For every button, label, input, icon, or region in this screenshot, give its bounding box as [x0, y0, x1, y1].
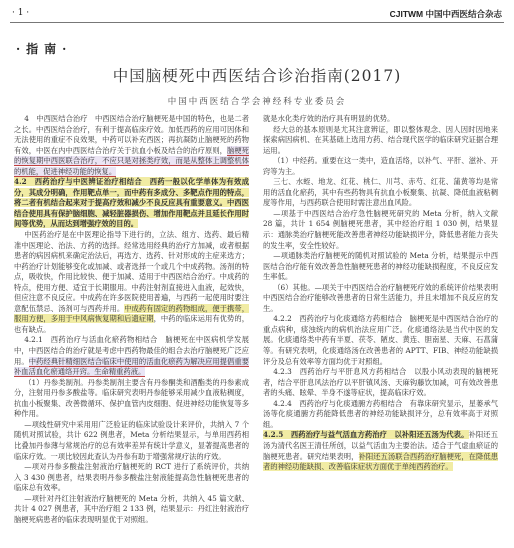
paragraph: 就是水化类疗效的治疗具有明显的优势。: [263, 114, 395, 123]
paragraph: 4 中西医结合治疗 中西医结合治疗脑梗死是中国的特色，也是二者之长。中西医结合治疗，有利于提高临床疗效。加低西药的应用可因体和无法使用的重症不良效果，中药可以补充西医；再抗凝防止脑梗死的药物有效，中医在内中西医结合治疗关于抗血小板及结合的治疗原则，脑梗死的恢复期中西医联合治疗，不应只是对拯类疗效，而是从整体上调整机体的机能，促进神经功能的恢复。: [14, 114, 250, 176]
section-label: ·指南·: [16, 42, 73, 56]
highlight: 中成药有固定的药物组成，便于携带，服用方便，多用于中风病恢复期和后遗症期: [14, 303, 250, 324]
paragraph: —项通脉类治疗脑梗死的随机对照试验的 Meta 分析，结果提示中西医结合治疗能有效改善急性脑梗死患者的神经功能缺损程度，不良反应发生率低。: [263, 251, 498, 282]
paragraph: （1）丹参类制剂。丹参类制剂主要含有丹参酮类和酒酯类的丹参素成分，注射用丹参多酸盐等。临床研究表明丹参能够采用减少血液粘稠度，抗血小板聚集、改善微循环、保护血管内皮细胞、促进神经功能恢复等多种作用。: [14, 377, 249, 419]
paragraph: 4.2.1 西药治疗与活血化瘀药物相结合 脑梗死在中医病机学发展中，中西医结合的治疗就是考虑中西药物最佳的组合去治疗脑梗死广泛应用。中药经典针精细医结合临床中使用的活血化瘀药为解决应用提倡重要补血活血化瘀通络开窍。生命精重药液。: [14, 335, 250, 377]
right-column: [263, 114, 498, 473]
paragraph: 中医药治疗是在中医理论指导下进行的，立法、组方、选药、最后精准中医理论、治法、方药的选择。经常选用经典的治疗方加减，或者根据患者的病因病机来确定治法后，再选方、选药、针对形成的主症来选方；中药治疗计划能够变化或加减、或者选择一个或几个中成药物。汤剂的特点，吸收快，作用比较快、便于加减、适用于中西医结合治疗。中成药的特点，使用方便、适宜于长期服用。中药注射剂直接进入血液，起效快，但应注意不良反应。中成药在许多医院使用普遍，与西药一起使用时要注意配伍禁忌、汤剂可与西药并用。中成药有固定的药物组成，便于携带，服用方便，多用于中风病恢复期和后遗症期，中药的临床运用有优势的，也有缺点。: [14, 230, 250, 334]
highlight: 4.2 西药治疗与中医辨证治疗相结合 西药一般以化学单体为有效成分，其成分明确，作用靶点单一，而中药有多成分、多靶点作用的特点，将二者有机结合起来对于提高疗效和减少不良反应具有重要意义。中西医结合使用具有保护脑细胞、减轻脏器损伤、增加作用靶点并且延长作用时间等优势，从而达到增强疗效的目的。: [14, 177, 249, 229]
page-number: · 1 ·: [12, 8, 30, 18]
paragraph: 4.2.3 西药治疗与平肝息风方药相结合 以股小风动表现的脑梗死者，结合平肝息风法治疗以平肝镇风汤、天麻钩藤饮加减，可有效改善患者的头痛、眩晕、半身不遂等症状，提高临床疗效。: [263, 367, 498, 398]
paragraph: （1）中经药。重要在这一类中，造血活络，以补气、平肝、滋补、开窍等为主。: [263, 156, 498, 176]
paragraph: 经大总的基本原则是尤其注意辨证，即以整体观念、因人因时因地来探索病因病机、在其基础上选用方药、结合现代医学的临床研究证据合理运用。: [263, 124, 498, 155]
paragraph: —项线性研究中采用用广泛验证的临床试验设计来评价，共纳入 7 个随机对照试验，共计 622 例患者，Meta 分析结果显示，与单用西药相比叠加丹参薄与常规治疗的总有效率差异有统计学意义，显著提高患者的临床疗效。一项比较因此查认为丹参有助于增强常规疗法的疗效。: [14, 419, 249, 461]
paragraph: 4.2.5 西药治疗与益气活血方药治疗 以补阳还五汤为代表。补阳还五汤为清代名医王清任所创，以益气活血为主要治法。适合于气虚血瘀证的脑梗死患者。研究结果表明，补阳还五汤联合西药治疗脑梗死，在降低患者的神经功能缺损、改善临床症状方面优于单纯西药治疗。: [263, 430, 499, 472]
article-title: 中国脑梗死中西医结合诊治指南(2017): [112, 67, 402, 85]
page-header: [10, 8, 504, 22]
paragraph: —项针对丹红注射液治疗脑梗死的 Meta 分析，共纳入 45 篇文献、共计 4 027 例患者，其中治疗组 2 133 例，结果显示：丹红注射液治疗脑梗死病患者的临床表现明显优于对照组。: [14, 493, 249, 524]
highlight: 补阳还五汤联合西药治疗脑梗死，在降低患者的神经功能缺损、改善临床症状方面优于单纯西药治疗。: [263, 451, 499, 472]
authors-line: 中国中西医结合学会神经科专业委员会: [167, 97, 347, 107]
paragraph: （6）其他。—项关于中西医结合治疗脑梗死疗效的系统评价结果表明中西医结合治疗能够改善患者的日常生活能力，并且未增加不良反应的发生。: [263, 282, 498, 313]
highlight: 中药经典针精细医结合临床中使用的活血化瘀药为解决应用提倡重要补血活血化瘀通络开窍。生命精重药液。: [14, 356, 250, 377]
paragraph: —项基于中西医结合治疗急性脑梗死研究的 Meta 分析，纳入文献 28 篇，共计 1 654 例脑梗死患者，其中经治疗组 1 030 例，结果显示：通脉类治疗脑梗死能改善患者神经功能缺损评分，降低患者能力丧失的发生率，安全性较好。: [263, 208, 498, 250]
paragraph: 4.2.2 西药治疗与化痰通络方药相结合 脑梗死是中西医结合治疗的重点病种，痰浊统内的病机治法应用广泛。化痰通络法是当代中医的发展。化痰通络类中药有半夏、茯苓、陋皮、黄连、胆南星、天麻、石菖蒲等。有研究表明，化痰通络汤在改善患者的 APTT、FIB、神经功能缺损评分及总有效率等方面均优于对照组。: [263, 314, 498, 366]
paragraph: [14, 177, 249, 230]
left-column: [14, 114, 249, 525]
highlight: 脑梗死的恢复期中西医联合治疗，不应只是对拯类疗效，而是从整体上调整机体的机能，促进神经功能的恢复。: [14, 145, 250, 176]
paragraph: 三七、水蛭、地龙、红花、桃仁、川芎、赤芍、红花、蒲黄等均是常用的活血化瘀药，其中有些药物具有抗血小板聚集、抗凝、降低血液粘稠度等作用，与西药联合使用时需注意出血风险。: [263, 177, 498, 208]
highlight: 4.2.5 西药治疗与益气活血方药治疗 以补阳还五汤为代表。: [263, 430, 469, 440]
paragraph: 4.2.4 西药治疗与化痰通腑方药相结合 有靠床研究显示，星蒌承气汤等化痰通腑方药能降低患者的神经功能缺损评分，总有效率高于对照组。: [263, 398, 498, 429]
journal-name: CJITWM 中国中西医结合杂志: [389, 9, 502, 19]
header-divider: [10, 22, 504, 23]
paragraph: —项对丹参多酸盐注射液治疗脑梗死的 RCT 进行了系统评价，共纳入 3 430 例患者，结果表明丹参多酸盐注射液能提高急性脑梗死患者的临床总有效率。: [14, 462, 249, 493]
